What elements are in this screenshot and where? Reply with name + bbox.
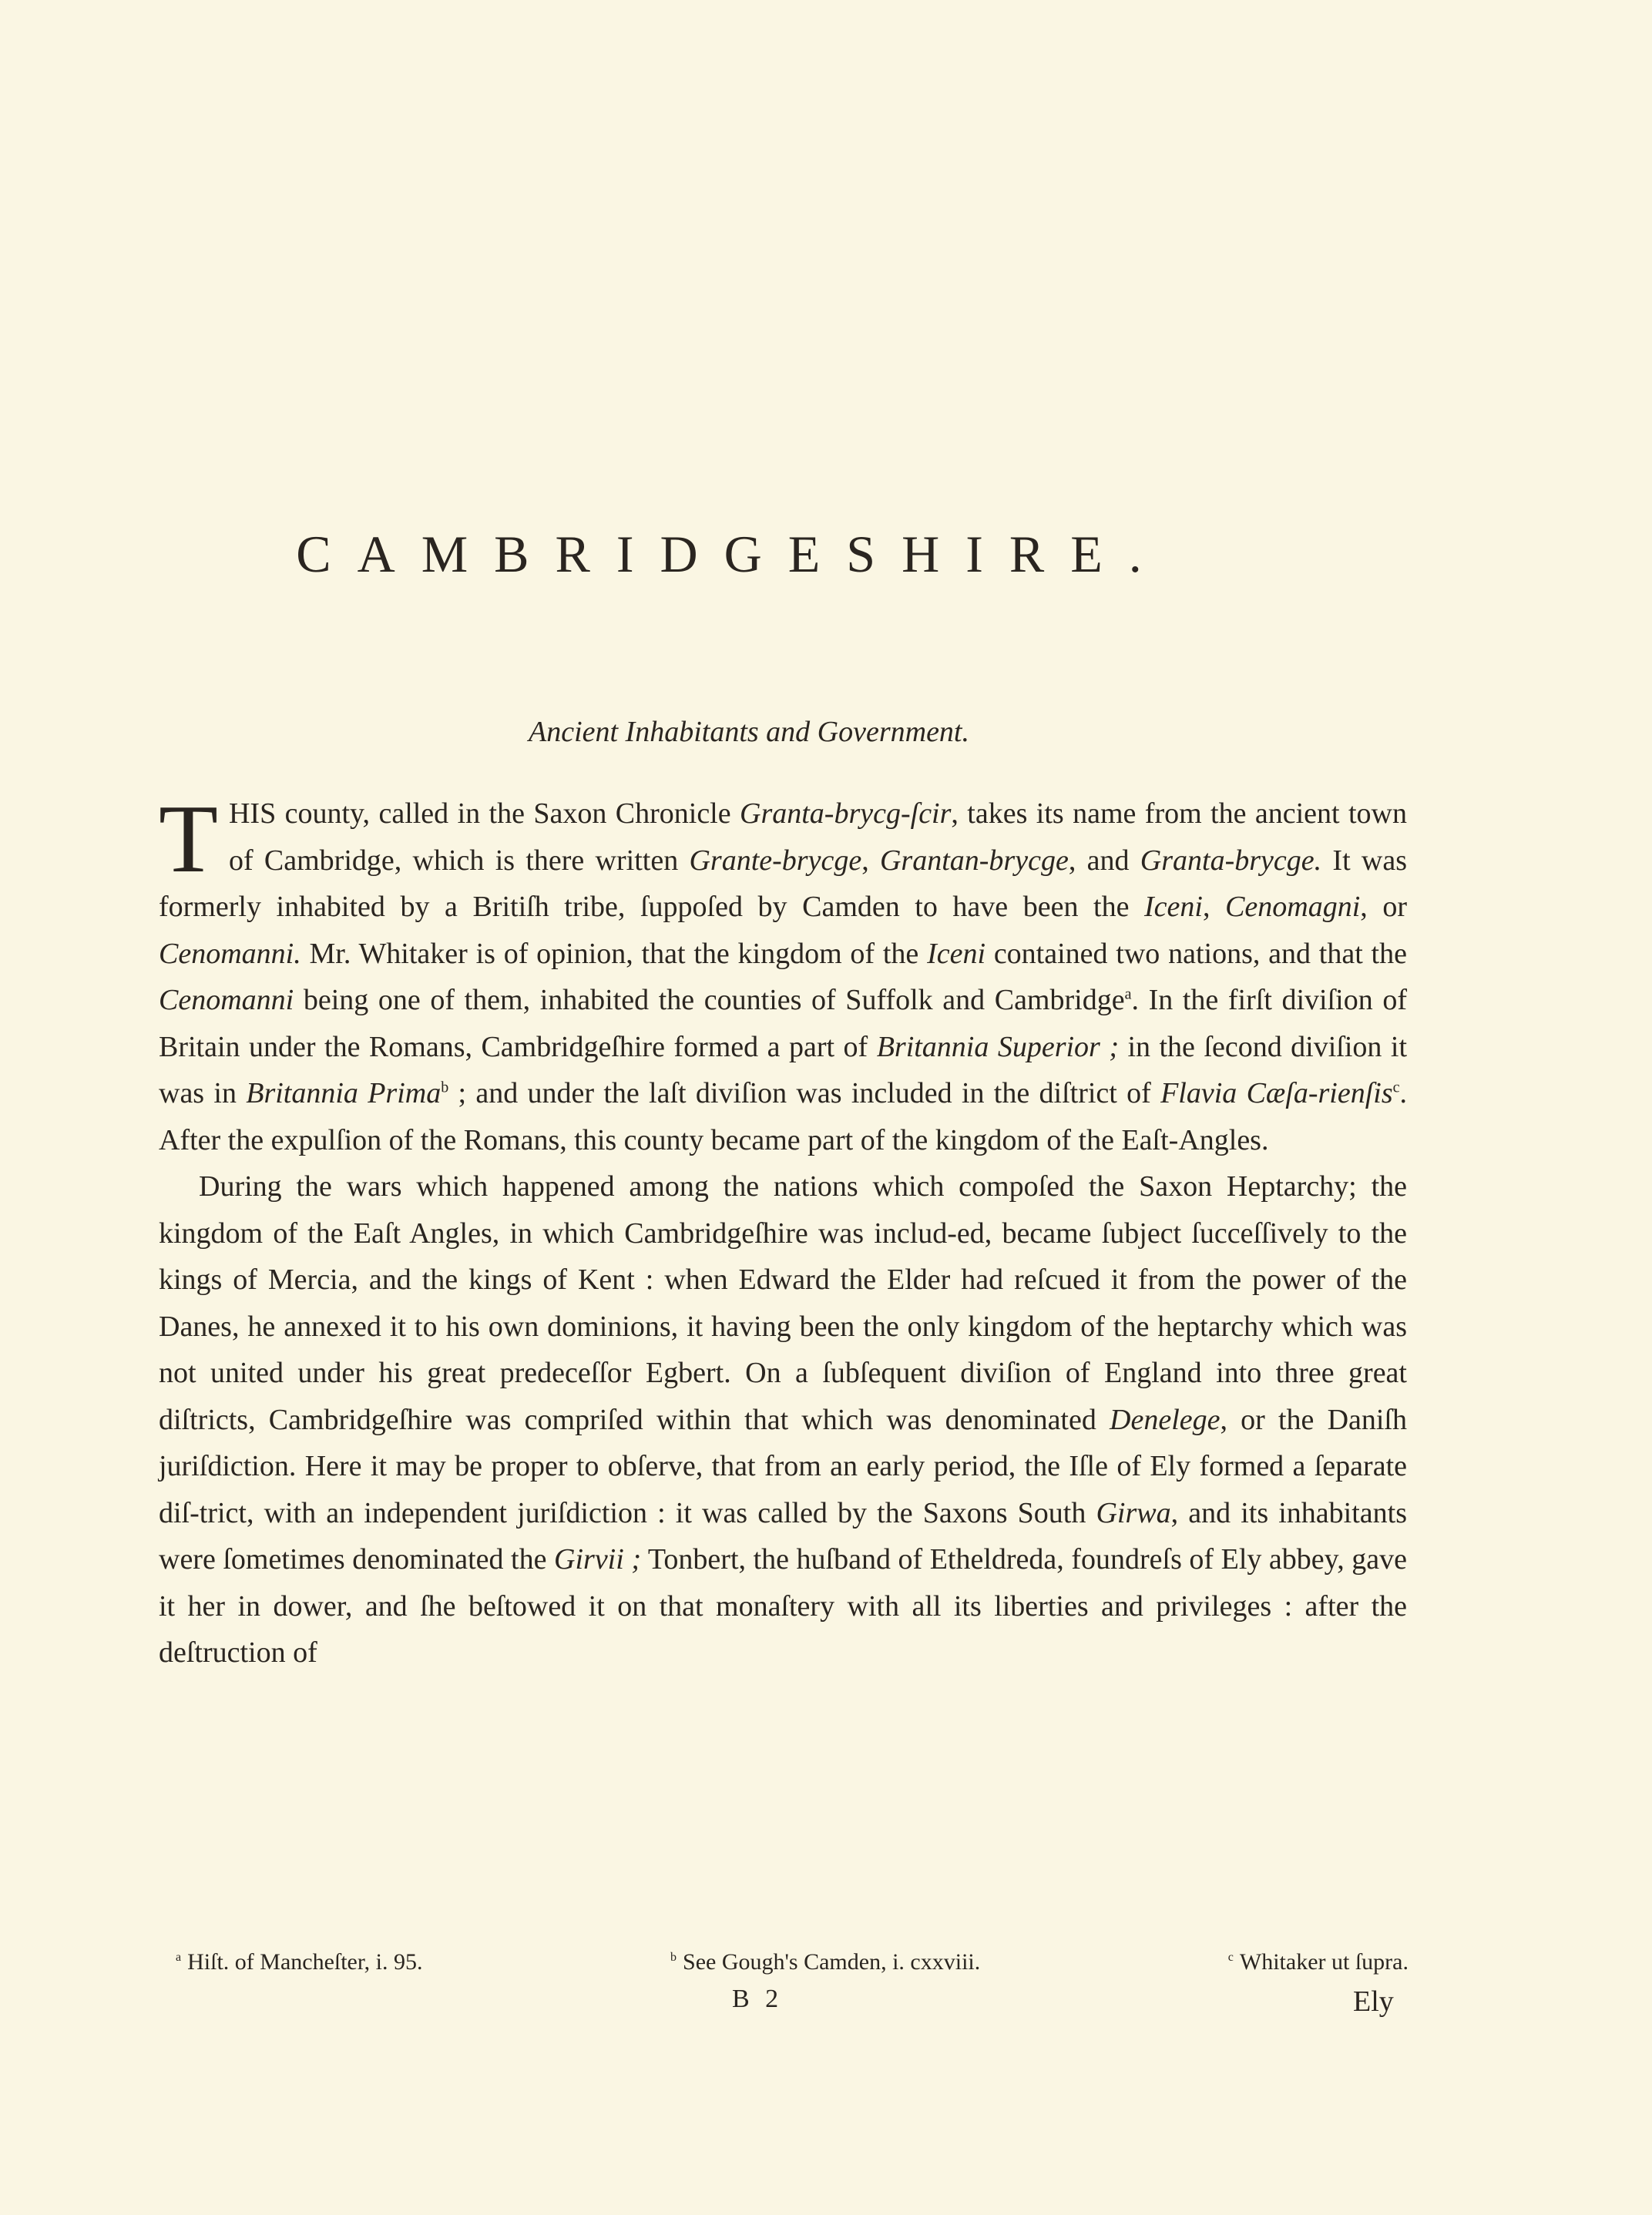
italic-term: Cenomagni <box>1225 891 1361 923</box>
text-run: Tonbert, the huſband of Etheldreda, foundreſs of Ely abbey, gave it her in dower, and ſhe beſtowed it on that monaſtery with all its liberties and privileges : after the deſtruction of <box>159 1543 1407 1669</box>
text-run: HIS county, called in the Saxon Chronicle <box>228 797 740 830</box>
text-run: ; and under the laſt diviſion was included in the diſtrict of <box>448 1077 1161 1109</box>
italic-term: Denelege <box>1110 1403 1221 1436</box>
italic-term: Britannia Prima <box>246 1077 442 1109</box>
italic-term: Girvii ; <box>554 1543 642 1576</box>
paragraph-2 <box>159 1163 1407 1676</box>
italic-term: Iceni <box>1144 891 1203 923</box>
text-run: Mr. Whitaker is of opinion, that the kingdom of the <box>301 937 928 970</box>
footnote-ref-a: a <box>1124 985 1132 1003</box>
text-run: , and its inhabitants were ſometimes denominated the <box>159 1496 1407 1576</box>
italic-term: Flavia Cæſa-rienſis <box>1160 1077 1393 1109</box>
text-run: being one of them, inhabited the counties of Suffolk and Cambridge <box>294 984 1125 1016</box>
text-run: , takes its name from the ancient town of Cambridge, which is there written <box>228 797 1407 877</box>
text-run: , and <box>1068 844 1140 877</box>
text-run: . In the firſt diviſion of Britain under the Romans, Cambridgeſhire formed a part of <box>159 984 1407 1063</box>
text-run: , <box>861 844 880 877</box>
footnote-mark: a <box>176 1951 182 1964</box>
text-run: It was formerly inhabited by a Britiſh tribe, ſuppoſed by Camden to have been the <box>159 844 1408 923</box>
text-run: contained two nations, and that the <box>985 937 1407 970</box>
text-run: in the ſecond diviſion it was in <box>159 1030 1408 1109</box>
drop-cap: T <box>159 786 218 893</box>
footnote-b <box>670 1949 980 1975</box>
text-run: , or the Daniſh juriſdiction. Here it may be proper to obſerve, that from an early period, the Iſle of Ely formed a ſeparate diſ-trict, with an independent juriſdiction : it was called by the Saxons South <box>159 1403 1407 1529</box>
italic-term: Cenomanni. <box>159 937 301 970</box>
catchword: Ely <box>1353 1985 1394 2018</box>
page-title: CAMBRIDGESHIRE. <box>296 525 1168 583</box>
italic-term: Granta-brycge. <box>1140 844 1322 877</box>
italic-term: Grantan-brycge <box>879 844 1069 877</box>
text-run: , or <box>1360 891 1408 923</box>
footnote-mark: b <box>670 1951 677 1964</box>
text-run: . After the expulſion of the Romans, this county became part of the kingdom of the Eaſt-Angles. <box>159 1077 1407 1156</box>
italic-term: Britannia Superior ; <box>876 1030 1119 1063</box>
italic-term: Iceni <box>927 937 986 970</box>
footnote-ref-c: c <box>1392 1079 1400 1096</box>
footnote-mark: c <box>1227 1951 1234 1964</box>
footnote-ref-b: b <box>441 1079 449 1096</box>
italic-term: Girwa <box>1096 1496 1171 1529</box>
text-run: During the wars which happened among the nations which compoſed the Saxon Heptarchy; the kingdom of the Eaſt Angles, in which Cambridgeſhire was includ-ed, became ſubject ſucceſſively to the kings of Mercia, and the kings of Kent : when Edward the Elder had reſcued it from the power of the Danes, he annexed it to his own dominions, it having been the only kingdom of the heptarchy which was not united under his great predeceſſor Egbert. On a ſubſequent diviſion of England into three great diſtricts, Cambridgeſhire was compriſed within that which was denominated <box>159 1170 1407 1436</box>
footnote-a <box>176 1949 423 1975</box>
footnote-text: See Gough's Camden, i. cxxviii. <box>683 1949 981 1975</box>
footnote-text: Whitaker ut ſupra. <box>1239 1949 1409 1975</box>
signature-mark: B 2 <box>732 1985 784 2013</box>
section-heading: Ancient Inhabitants and Government. <box>528 716 969 748</box>
italic-term: Cenomanni <box>159 984 294 1016</box>
italic-term: Granta-brycg-ſcir <box>740 797 952 830</box>
footnotes <box>176 1949 1409 1975</box>
paragraph-1 <box>159 786 1408 1163</box>
footnote-text: Hiſt. of Mancheſter, i. 95. <box>187 1949 423 1975</box>
footnote-c <box>1228 1949 1409 1975</box>
italic-term: Grante-brycge <box>689 844 862 877</box>
body-text <box>159 786 1408 1676</box>
text-run: , <box>1202 891 1226 923</box>
